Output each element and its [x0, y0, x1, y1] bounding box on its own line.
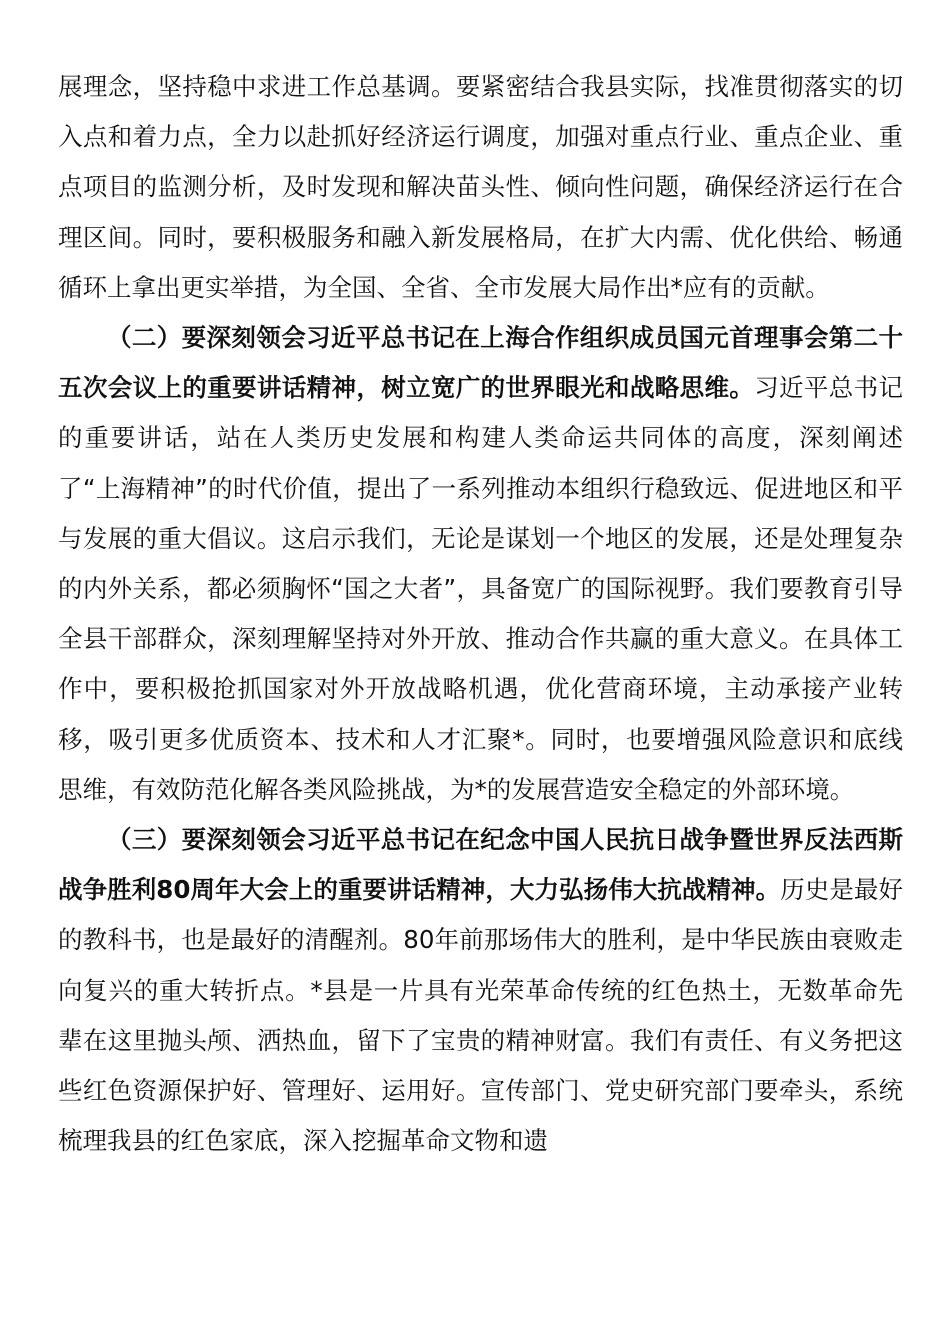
paragraph-3 [58, 815, 903, 1166]
document-page [58, 62, 903, 1166]
paragraph-1 [58, 62, 903, 313]
paragraph-3-body: 历史是最好的教科书，也是最好的清醒剂。80年前那场伟大的胜利，是中华民族由衰败走向复兴的重大转折点。*县是一片具有光荣革命传统的红色热土，无数革命先辈在这里抛头颅、洒热血，留下了宝贵的精神财富。我们有责任、有义务把这些红色资源保护好、管理好、运用好。宣传部门、党史研究部门要牵头，系统梳理我县的红色家底，深入挖掘革命文物和遗 [58, 875, 904, 1156]
paragraph-2-body: 习近平总书记的重要讲话，站在人类历史发展和构建人类命运共同体的高度，深刻阐述了“上海精神”的时代价值，提出了一系列推动本组织行稳致远、促进地区和平与发展的重大倡议。这启示我们，无论是谋划一个地区的发展，还是处理复杂的内外关系，都必须胸怀“国之大者”，具备宽广的国际视野。我们要教育引导全县干部群众，深刻理解坚持对外开放、推动合作共赢的重大意义。在具体工作中，要积极抢抓国家对外开放战略机遇，优化营商环境，主动承接产业转移，吸引更多优质资本、技术和人才汇聚*。同时，也要增强风险意识和底线思维，有效防范化解各类风险挑战，为*的发展营造安全稳定的外部环境。 [58, 373, 904, 804]
paragraph-1-body: 展理念，坚持稳中求进工作总基调。要紧密结合我县实际，找准贯彻落实的切入点和着力点，全力以赴抓好经济运行调度，加强对重点行业、重点企业、重点项目的监测分析，及时发现和解决苗头性、倾向性问题，确保经济运行在合理区间。同时，要积极服务和融入新发展格局，在扩大内需、优化供给、畅通循环上拿出更实举措，为全国、全省、全市发展大局作出*应有的贡献。 [58, 72, 903, 302]
paragraph-3-heading: （三）要深刻领会习近平总书记在纪念中国人民抗日战争暨世界反法西斯战争胜利80周年大会上的重要讲话精神，大力弘扬伟大抗战精神。 [58, 825, 903, 905]
paragraph-2-heading: （二）要深刻领会习近平总书记在上海合作组织成员国元首理事会第二十五次会议上的重要讲话精神，树立宽广的世界眼光和战略思维。 [58, 323, 903, 403]
paragraph-2 [58, 313, 903, 815]
